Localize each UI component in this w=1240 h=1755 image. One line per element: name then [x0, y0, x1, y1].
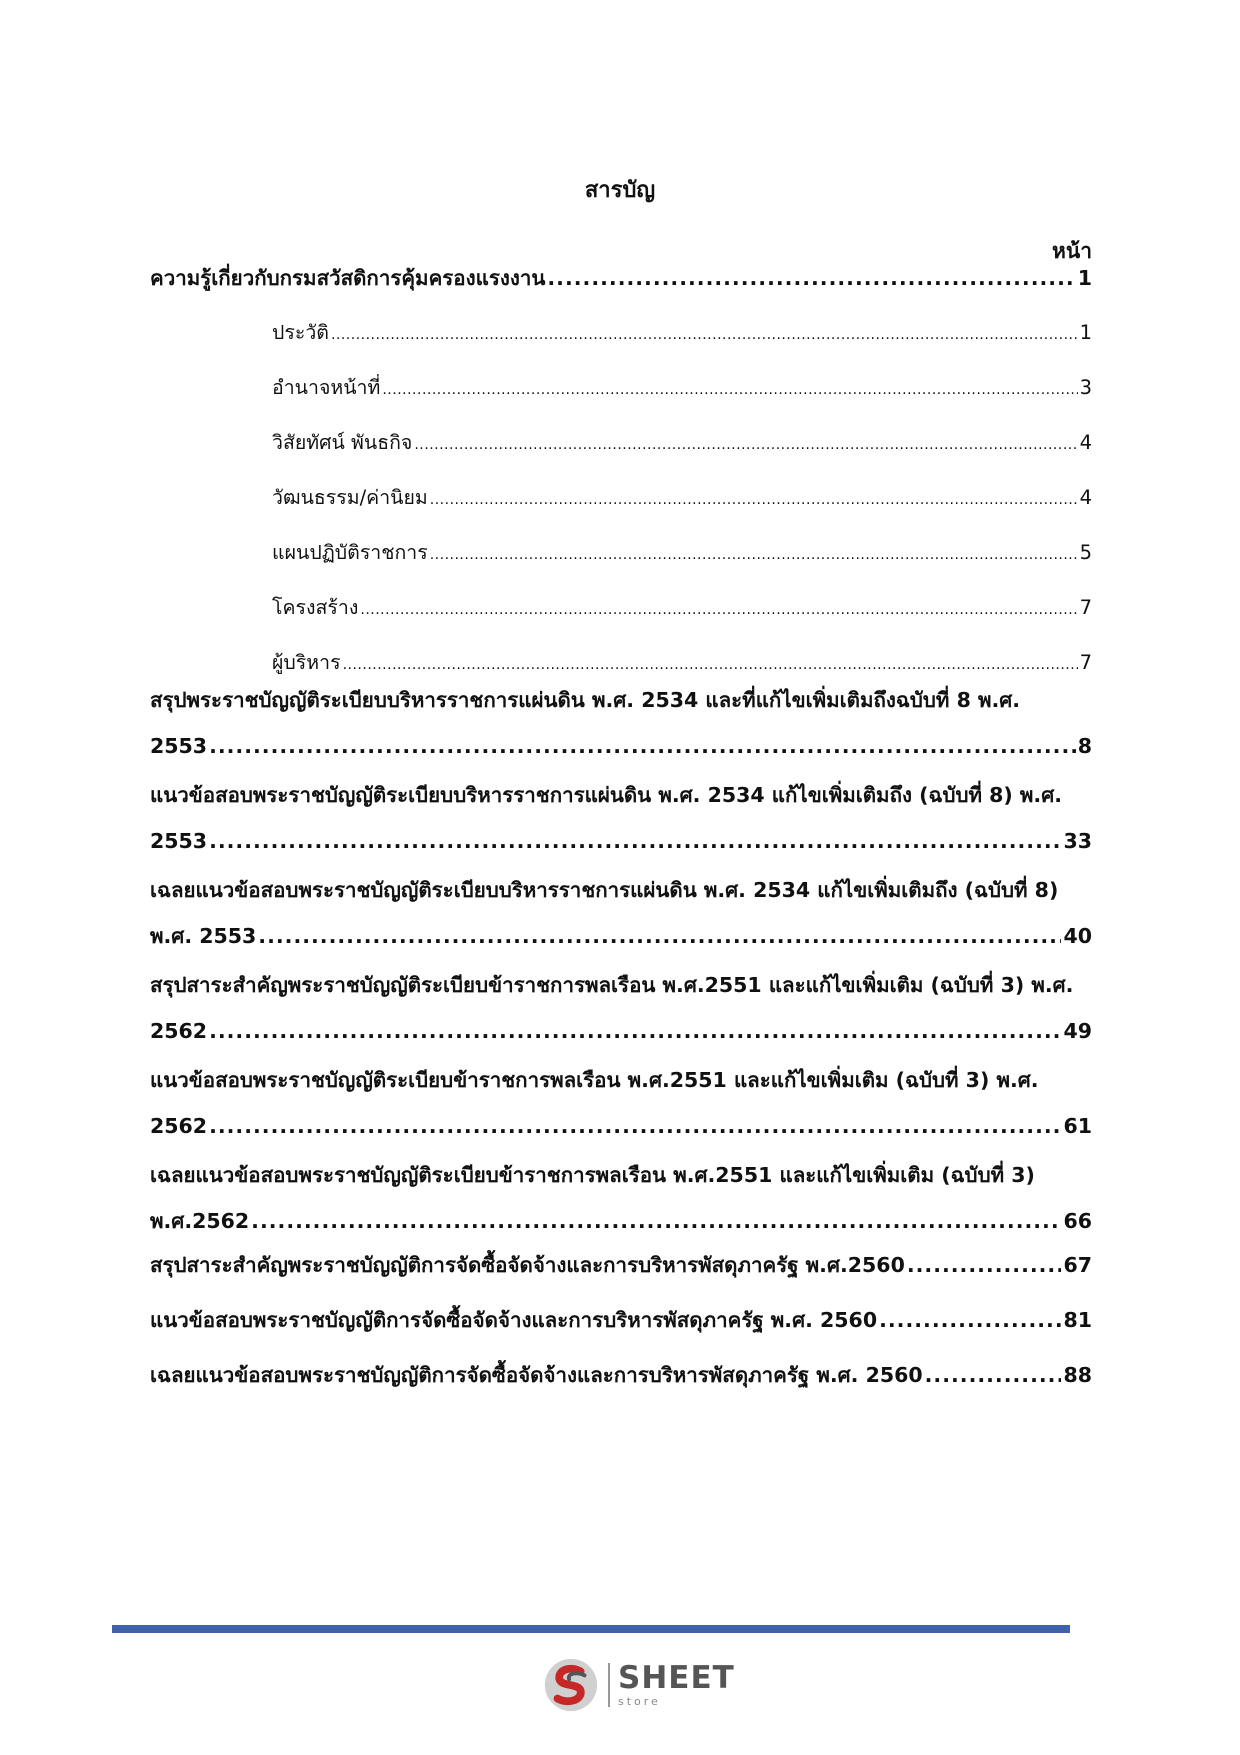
toc-entry-title: วิสัยทัศน์ พันธกิจ — [272, 431, 413, 454]
dot-leader — [879, 1297, 1061, 1343]
toc-entry — [150, 1297, 1092, 1343]
dot-leader — [907, 1242, 1062, 1288]
toc-page-number: 61 — [1063, 1114, 1092, 1138]
toc-entry — [150, 677, 1092, 769]
toc-page-number: 8 — [1077, 734, 1092, 758]
toc-entry — [150, 1352, 1092, 1398]
dot-leader — [547, 255, 1075, 301]
toc-leader-row — [272, 585, 1092, 633]
toc-page-number: 88 — [1063, 1363, 1092, 1387]
toc-subentry — [272, 585, 1092, 633]
toc-entry — [150, 1152, 1092, 1244]
toc-page-number: 1 — [1079, 321, 1092, 344]
toc-page-number: 67 — [1063, 1253, 1092, 1277]
toc-page-number: 5 — [1079, 541, 1092, 564]
logo-subtext: store — [618, 1695, 661, 1708]
toc-leader-row — [150, 913, 1092, 959]
toc-entry-title: แนวข้อสอบพระราชบัญญัติการจัดซื้อจัดจ้างและการบริหารพัสดุภาครัฐ พ.ศ. 2560 — [150, 1308, 878, 1332]
toc-page-number: 33 — [1063, 829, 1092, 853]
toc-entry — [150, 1057, 1092, 1149]
footer-rule — [112, 1625, 1070, 1633]
toc-leader-row — [150, 818, 1092, 864]
page-column-header: หน้า — [1052, 239, 1092, 263]
toc-leader-row — [272, 530, 1092, 578]
sheet-store-logo — [542, 1656, 735, 1714]
toc-entry-title-line: แนวข้อสอบพระราชบัญญัติระเบียบบริหารราชการแผ่นดิน พ.ศ. 2534 แก้ไขเพิ่มเติมถึง (ฉบับที่ 8) พ.ศ. — [150, 783, 1063, 807]
toc-leader-row — [150, 1103, 1092, 1149]
dot-leader — [382, 365, 1077, 413]
dot-leader — [258, 913, 1061, 959]
toc-page-number: 7 — [1079, 596, 1092, 619]
dot-leader — [430, 530, 1078, 578]
toc-entry-title: แผนปฏิบัติราชการ — [272, 541, 428, 564]
toc-leader-row — [272, 420, 1092, 468]
toc-entry — [150, 255, 1092, 301]
toc-leader-row — [272, 475, 1092, 523]
toc-page-number: 1 — [1077, 266, 1092, 290]
dot-leader — [209, 1103, 1061, 1149]
toc-entry-title-line: เฉลยแนวข้อสอบพระราชบัญญัติระเบียบบริหารราชการแผ่นดิน พ.ศ. 2534 แก้ไขเพิ่มเติมถึง (ฉบับที่ 8) — [150, 878, 1059, 902]
dot-leader — [209, 818, 1061, 864]
toc-entry-title: ความรู้เกี่ยวกับกรมสวัสดิการคุ้มครองแรงงาน — [150, 266, 546, 290]
toc-leader-row — [150, 255, 1092, 301]
toc-leader-row — [150, 1242, 1092, 1288]
dot-leader — [209, 723, 1076, 769]
toc-entry-title: อำนาจหน้าที่ — [272, 376, 381, 399]
logo-divider — [608, 1663, 610, 1707]
toc-entry-title: 2562 — [150, 1019, 208, 1043]
toc-leader-row — [150, 1297, 1092, 1343]
logo-text: SHEET — [618, 1660, 735, 1696]
sheet-store-logo-icon — [542, 1656, 600, 1714]
toc-entry — [150, 772, 1092, 864]
toc-entry-title: ประวัติ — [272, 321, 329, 344]
dot-leader — [360, 585, 1077, 633]
toc-page-number: 66 — [1063, 1209, 1092, 1233]
toc-page-number: 4 — [1079, 431, 1092, 454]
dot-leader — [925, 1352, 1062, 1398]
toc-page-number: 3 — [1079, 376, 1092, 399]
toc-entry — [150, 1242, 1092, 1288]
toc-leader-row — [150, 1008, 1092, 1054]
toc-page-number: 49 — [1063, 1019, 1092, 1043]
toc-entry-title-line: เฉลยแนวข้อสอบพระราชบัญญัติระเบียบข้าราชการพลเรือน พ.ศ.2551 และแก้ไขเพิ่มเติม (ฉบับที่ 3) — [150, 1163, 1035, 1187]
toc-leader-row — [150, 1198, 1092, 1244]
toc-entry-title: 2553 — [150, 829, 208, 853]
dot-leader — [430, 475, 1078, 523]
toc-entry — [150, 962, 1092, 1054]
toc-subentry — [272, 365, 1092, 413]
toc-entry-title: 2562 — [150, 1114, 208, 1138]
toc-subentry — [272, 310, 1092, 358]
toc-entry-title: พ.ศ. 2553 — [150, 924, 257, 948]
toc-entry-title: พ.ศ.2562 — [150, 1209, 250, 1233]
toc-subentry — [272, 475, 1092, 523]
toc-entry-title: 2553 — [150, 734, 208, 758]
toc-entry-title: สรุปสาระสำคัญพระราชบัญญัติการจัดซื้อจัดจ้างและการบริหารพัสดุภาครัฐ พ.ศ.2560 — [150, 1253, 905, 1277]
toc-entry — [150, 867, 1092, 959]
dot-leader — [251, 1198, 1061, 1244]
dot-leader — [331, 310, 1078, 358]
dot-leader — [414, 420, 1077, 468]
dot-leader — [209, 1008, 1061, 1054]
toc-subentry — [272, 420, 1092, 468]
toc-leader-row — [150, 1352, 1092, 1398]
toc-entry-title-line: สรุปพระราชบัญญัติระเบียบบริหารราชการแผ่นดิน พ.ศ. 2534 และที่แก้ไขเพิ่มเติมถึงฉบับที่ 8 พ.ศ. — [150, 688, 1021, 712]
toc-entry-title: ผู้บริหาร — [272, 651, 341, 674]
toc-page-number: 7 — [1079, 651, 1092, 674]
toc-page-number: 40 — [1063, 924, 1092, 948]
toc-page-number: 81 — [1063, 1308, 1092, 1332]
toc-entry-title-line: สรุปสาระสำคัญพระราชบัญญัติระเบียบข้าราชการพลเรือน พ.ศ.2551 และแก้ไขเพิ่มเติม (ฉบับที่ 3) พ.ศ. — [150, 973, 1074, 997]
toc-title: สารบัญ — [584, 178, 656, 203]
toc-entry-title: วัฒนธรรม/ค่านิยม — [272, 486, 428, 509]
logo-wordmark — [618, 1660, 735, 1708]
toc-page-number: 4 — [1079, 486, 1092, 509]
toc-entry-title: โครงสร้าง — [272, 596, 359, 619]
toc-entry-title: เฉลยแนวข้อสอบพระราชบัญญัติการจัดซื้อจัดจ้างและการบริหารพัสดุภาครัฐ พ.ศ. 2560 — [150, 1363, 923, 1387]
toc-leader-row — [150, 723, 1092, 769]
toc-subentry — [272, 530, 1092, 578]
toc-entry-title-line: แนวข้อสอบพระราชบัญญัติระเบียบข้าราชการพลเรือน พ.ศ.2551 และแก้ไขเพิ่มเติม (ฉบับที่ 3) พ.ศ. — [150, 1068, 1039, 1092]
toc-leader-row — [272, 365, 1092, 413]
toc-leader-row — [272, 310, 1092, 358]
